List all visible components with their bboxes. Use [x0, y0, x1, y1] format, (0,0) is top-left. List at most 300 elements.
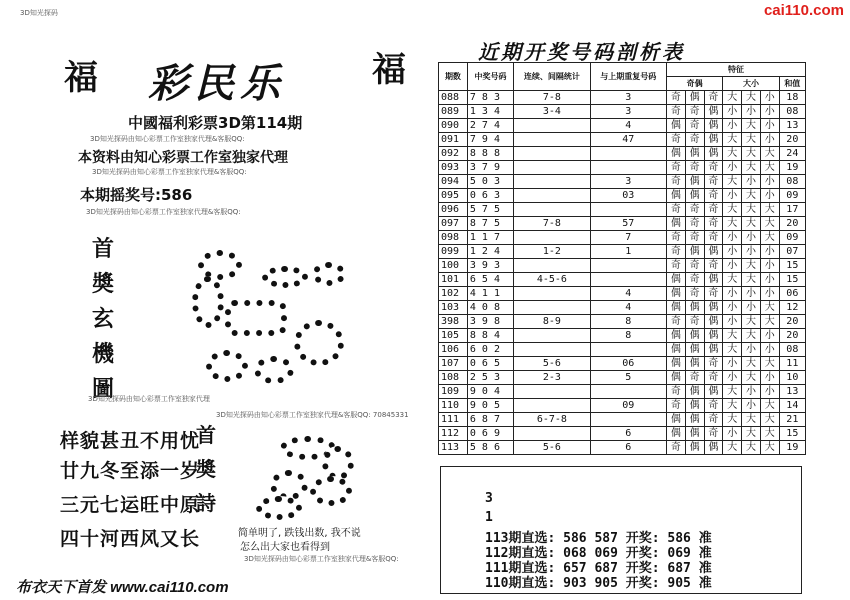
table-row	[439, 189, 806, 203]
table-row	[439, 399, 806, 413]
big-small-cell: 小	[742, 231, 761, 245]
publisher-footer: 布衣天下首发 www.cai110.com	[16, 579, 229, 596]
odd-even-cell: 偶	[685, 441, 704, 455]
big-small-cell: 小	[760, 175, 779, 189]
table-row	[439, 357, 806, 371]
sum-cell: 15	[779, 273, 805, 287]
consec-cell	[514, 175, 590, 189]
big-small-cell: 大	[723, 273, 742, 287]
pick-line: 111期直选: 657 687 开奖: 687 准	[485, 561, 712, 576]
puzzle-footer: 3D知光探码由知心彩票工作室独家代理	[88, 395, 210, 403]
table-row	[439, 315, 806, 329]
ink-blob	[192, 276, 224, 328]
number-cell: 6 5 4	[467, 273, 513, 287]
odd-even-cell: 偶	[666, 273, 685, 287]
fu-left: 福	[64, 58, 98, 98]
period-cell: 099	[439, 245, 468, 259]
big-small-cell: 大	[760, 147, 779, 161]
qq-number: 70845331	[372, 411, 409, 419]
note-line-1: 简单明了, 跌钱出数, 我不说	[238, 528, 361, 539]
odd-even-cell: 偶	[666, 427, 685, 441]
agent-line: 本资料由知心彩票工作室独家代理	[78, 150, 288, 166]
big-small-cell: 大	[742, 133, 761, 147]
repeat-cell: 7	[590, 231, 666, 245]
sum-cell: 14	[779, 399, 805, 413]
odd-even-cell: 奇	[685, 231, 704, 245]
big-small-cell: 小	[760, 119, 779, 133]
number-cell: 0 6 5	[467, 357, 513, 371]
number-cell: 9 0 4	[467, 385, 513, 399]
odd-even-cell: 偶	[685, 343, 704, 357]
sum-cell: 06	[779, 287, 805, 301]
consec-cell	[514, 231, 590, 245]
number-cell: 4 1 1	[467, 287, 513, 301]
consec-cell	[514, 427, 590, 441]
issue-subtitle: 中國福利彩票3D第114期	[128, 114, 303, 132]
sum-cell: 10	[779, 371, 805, 385]
big-small-cell: 大	[723, 441, 742, 455]
odd-even-cell: 奇	[704, 427, 723, 441]
repeat-cell	[590, 343, 666, 357]
big-small-cell: 小	[760, 343, 779, 357]
period-cell: 090	[439, 119, 468, 133]
number-cell: 1 2 4	[467, 245, 513, 259]
puzzle-label	[88, 232, 118, 407]
number-cell: 4 0 8	[467, 301, 513, 315]
consec-cell	[514, 343, 590, 357]
period-cell: 100	[439, 259, 468, 273]
consec-cell	[514, 385, 590, 399]
poem-side-char: 詩	[196, 491, 216, 515]
consec-cell	[514, 133, 590, 147]
number-cell: 7 9 4	[467, 133, 513, 147]
big-small-cell: 大	[742, 91, 761, 105]
big-small-cell: 大	[723, 175, 742, 189]
number-cell: 3 7 9	[467, 161, 513, 175]
poem-side-char: 首	[196, 423, 216, 447]
poem-line: 四十河西风又长	[60, 528, 201, 550]
table-row	[439, 441, 806, 455]
odd-even-cell: 偶	[685, 413, 704, 427]
big-small-cell: 小	[760, 371, 779, 385]
repeat-cell: 1	[590, 245, 666, 259]
odd-even-cell: 偶	[704, 343, 723, 357]
table-row	[439, 329, 806, 343]
repeat-cell	[590, 161, 666, 175]
big-small-cell: 大	[742, 119, 761, 133]
big-small-cell: 小	[723, 189, 742, 203]
odd-even-cell: 偶	[685, 245, 704, 259]
period-cell: 112	[439, 427, 468, 441]
repeat-cell: 6	[590, 441, 666, 455]
big-small-cell: 大	[760, 413, 779, 427]
col-features: 特征	[666, 63, 805, 77]
consec-cell	[514, 203, 590, 217]
big-small-cell: 小	[742, 385, 761, 399]
ink-blob	[225, 300, 287, 336]
big-small-cell: 大	[760, 217, 779, 231]
big-small-cell: 大	[723, 329, 742, 343]
qq-line-3: 3D知光探码由知心彩票工作室独家代理&客服QQ:	[86, 208, 241, 216]
consec-cell	[514, 399, 590, 413]
period-cell: 110	[439, 399, 468, 413]
table-row	[439, 245, 806, 259]
sum-cell: 17	[779, 203, 805, 217]
repeat-cell: 3	[590, 175, 666, 189]
big-small-cell: 大	[723, 91, 742, 105]
big-small-cell: 大	[742, 427, 761, 441]
repeat-cell: 4	[590, 287, 666, 301]
qq-line-2: 3D知光探码由知心彩票工作室独家代理&客服QQ:	[92, 168, 247, 176]
table-row	[439, 385, 806, 399]
repeat-cell: 47	[590, 133, 666, 147]
table-row	[439, 287, 806, 301]
odd-even-cell: 偶	[685, 329, 704, 343]
period-cell: 107	[439, 357, 468, 371]
odd-even-cell: 偶	[666, 301, 685, 315]
big-small-cell: 小	[742, 287, 761, 301]
odd-even-cell: 奇	[666, 231, 685, 245]
repeat-cell: 03	[590, 189, 666, 203]
big-small-cell: 小	[723, 119, 742, 133]
period-cell: 094	[439, 175, 468, 189]
odd-even-cell: 偶	[704, 105, 723, 119]
repeat-cell: 09	[590, 399, 666, 413]
poem-line: 三元七运旺中原	[60, 494, 201, 516]
big-small-cell: 小	[723, 427, 742, 441]
big-small-cell: 大	[742, 357, 761, 371]
odd-even-cell: 奇	[666, 441, 685, 455]
big-small-cell: 小	[723, 371, 742, 385]
repeat-cell: 06	[590, 357, 666, 371]
table-row	[439, 343, 806, 357]
period-cell: 091	[439, 133, 468, 147]
big-small-cell: 小	[760, 245, 779, 259]
table-row	[439, 133, 806, 147]
odd-even-cell: 偶	[704, 315, 723, 329]
col-odd-even: 奇偶	[666, 77, 722, 91]
consec-cell: 8-9	[514, 315, 590, 329]
big-small-cell: 小	[723, 315, 742, 329]
odd-even-cell: 偶	[666, 343, 685, 357]
analysis-body	[439, 91, 806, 455]
table-row	[439, 91, 806, 105]
number-cell: 6 8 7	[467, 413, 513, 427]
picks-partial	[485, 491, 493, 525]
puzzle-char: 圖	[91, 376, 114, 402]
big-small-cell: 小	[742, 399, 761, 413]
odd-even-cell: 奇	[666, 161, 685, 175]
table-row	[439, 217, 806, 231]
table-row	[439, 175, 806, 189]
odd-even-cell: 奇	[685, 217, 704, 231]
period-cell: 095	[439, 189, 468, 203]
odd-even-cell: 偶	[666, 189, 685, 203]
fu-right: 福	[372, 50, 406, 90]
consec-cell: 7-8	[514, 91, 590, 105]
odd-even-cell: 奇	[666, 203, 685, 217]
table-row	[439, 231, 806, 245]
odd-even-cell: 奇	[704, 413, 723, 427]
odd-even-cell: 偶	[704, 133, 723, 147]
number-cell: 2 5 3	[467, 371, 513, 385]
repeat-cell: 4	[590, 301, 666, 315]
big-small-cell: 小	[742, 245, 761, 259]
repeat-cell: 3	[590, 105, 666, 119]
odd-even-cell: 偶	[666, 413, 685, 427]
ink-blob	[310, 476, 352, 506]
number-cell: 5 0 3	[467, 175, 513, 189]
qq-line-1: 3D知光探码由知心彩票工作室独家代理&客服QQ:	[90, 135, 245, 143]
picks-box	[440, 466, 802, 594]
period-cell: 109	[439, 385, 468, 399]
col-sum: 和值	[779, 77, 805, 91]
repeat-cell: 8	[590, 315, 666, 329]
analysis-table	[438, 62, 806, 455]
repeat-cell: 6	[590, 427, 666, 441]
period-cell: 398	[439, 315, 468, 329]
ink-blob	[254, 356, 294, 384]
sum-cell: 19	[779, 161, 805, 175]
odd-even-cell: 偶	[685, 385, 704, 399]
sum-cell: 08	[779, 105, 805, 119]
big-small-cell: 大	[760, 399, 779, 413]
odd-even-cell: 奇	[704, 91, 723, 105]
big-small-cell: 小	[760, 287, 779, 301]
puzzle-char: 奬	[91, 271, 114, 297]
ink-blob	[262, 266, 308, 288]
number-cell: 0 6 3	[467, 189, 513, 203]
consec-cell	[514, 161, 590, 175]
odd-even-cell: 奇	[704, 203, 723, 217]
qq-text: 3D知光探码由知心彩票工作室独家代理&客服QQ:	[216, 411, 371, 419]
consec-cell: 7-8	[514, 217, 590, 231]
big-small-cell: 小	[760, 105, 779, 119]
big-small-cell: 小	[723, 357, 742, 371]
big-small-cell: 小	[723, 259, 742, 273]
odd-even-cell: 偶	[704, 301, 723, 315]
odd-even-cell: 偶	[704, 273, 723, 287]
sum-cell: 09	[779, 189, 805, 203]
number-cell: 1 3 4	[467, 105, 513, 119]
odd-even-cell: 奇	[704, 287, 723, 301]
consec-cell	[514, 259, 590, 273]
odd-even-cell: 奇	[666, 91, 685, 105]
table-row	[439, 371, 806, 385]
col-period: 期数	[439, 63, 468, 91]
col-repeat: 与上期重复号码	[590, 63, 666, 91]
big-small-cell: 大	[723, 413, 742, 427]
poem-side-char: 奬	[196, 457, 216, 481]
odd-even-cell: 奇	[685, 203, 704, 217]
consec-cell	[514, 189, 590, 203]
table-row	[439, 105, 806, 119]
big-small-cell: 大	[760, 231, 779, 245]
period-cell: 098	[439, 231, 468, 245]
odd-even-cell: 奇	[666, 175, 685, 189]
period-cell: 102	[439, 287, 468, 301]
odd-even-cell: 奇	[704, 259, 723, 273]
odd-even-cell: 偶	[666, 147, 685, 161]
big-small-cell: 小	[742, 175, 761, 189]
odd-even-cell: 奇	[666, 315, 685, 329]
big-small-cell: 小	[760, 133, 779, 147]
odd-even-cell: 奇	[685, 133, 704, 147]
odd-even-cell: 奇	[685, 105, 704, 119]
sum-cell: 18	[779, 91, 805, 105]
sum-cell: 13	[779, 385, 805, 399]
period-cell: 089	[439, 105, 468, 119]
period-cell: 103	[439, 301, 468, 315]
odd-even-cell: 偶	[685, 147, 704, 161]
sum-cell: 11	[779, 357, 805, 371]
number-cell: 1 1 7	[467, 231, 513, 245]
big-small-cell: 小	[742, 105, 761, 119]
odd-even-cell: 奇	[704, 399, 723, 413]
odd-even-cell: 奇	[685, 315, 704, 329]
odd-even-cell: 奇	[666, 385, 685, 399]
repeat-cell	[590, 147, 666, 161]
sum-cell: 24	[779, 147, 805, 161]
big-small-cell: 大	[742, 189, 761, 203]
big-small-cell: 小	[760, 329, 779, 343]
odd-even-cell: 偶	[685, 357, 704, 371]
sum-cell: 21	[779, 413, 805, 427]
period-cell: 092	[439, 147, 468, 161]
big-small-cell: 大	[742, 161, 761, 175]
odd-even-cell: 奇	[666, 133, 685, 147]
ink-blob	[206, 350, 248, 382]
odd-even-cell: 奇	[666, 259, 685, 273]
odd-even-cell: 偶	[666, 287, 685, 301]
number-cell: 8 8 8	[467, 147, 513, 161]
repeat-cell	[590, 273, 666, 287]
sum-cell: 20	[779, 315, 805, 329]
repeat-cell	[590, 413, 666, 427]
table-row	[439, 161, 806, 175]
number-cell: 9 0 5	[467, 399, 513, 413]
consec-cell	[514, 287, 590, 301]
odd-even-cell: 奇	[685, 273, 704, 287]
period-cell: 106	[439, 343, 468, 357]
sum-cell: 08	[779, 175, 805, 189]
big-small-cell: 小	[723, 105, 742, 119]
analysis-title: 近期开奖号码剖析表	[478, 40, 685, 64]
big-small-cell: 大	[742, 441, 761, 455]
odd-even-cell: 偶	[704, 245, 723, 259]
odd-even-cell: 偶	[666, 357, 685, 371]
big-small-cell: 小	[760, 273, 779, 287]
odd-even-cell: 奇	[704, 189, 723, 203]
repeat-cell	[590, 259, 666, 273]
number-cell: 7 8 3	[467, 91, 513, 105]
puzzle-char: 首	[91, 236, 114, 262]
number-cell: 8 8 4	[467, 329, 513, 343]
consec-cell: 6-7-8	[514, 413, 590, 427]
puzzle-char: 玄	[91, 306, 114, 332]
number-cell: 0 6 9	[467, 427, 513, 441]
odd-even-cell: 奇	[685, 259, 704, 273]
consec-cell: 5-6	[514, 357, 590, 371]
sum-cell: 20	[779, 329, 805, 343]
repeat-cell: 5	[590, 371, 666, 385]
odd-even-cell: 奇	[704, 371, 723, 385]
sum-cell: 13	[779, 119, 805, 133]
ink-blob	[294, 320, 344, 366]
odd-even-cell: 偶	[685, 301, 704, 315]
big-small-cell: 小	[723, 287, 742, 301]
big-small-cell: 大	[723, 147, 742, 161]
consec-cell: 5-6	[514, 441, 590, 455]
table-row	[439, 273, 806, 287]
odd-even-cell: 奇	[704, 217, 723, 231]
consec-cell	[514, 147, 590, 161]
number-cell: 5 7 5	[467, 203, 513, 217]
big-small-cell: 大	[760, 301, 779, 315]
number-cell: 5 8 6	[467, 441, 513, 455]
big-small-cell: 大	[723, 385, 742, 399]
draw-number: 本期摇奖号:586	[80, 186, 193, 204]
big-small-cell: 小	[742, 343, 761, 357]
consec-cell: 4-5-6	[514, 273, 590, 287]
odd-even-cell: 偶	[704, 119, 723, 133]
consec-cell	[514, 119, 590, 133]
period-cell: 101	[439, 273, 468, 287]
consec-cell: 1-2	[514, 245, 590, 259]
big-small-cell: 大	[742, 217, 761, 231]
big-small-cell: 小	[742, 301, 761, 315]
odd-even-cell: 奇	[704, 175, 723, 189]
big-small-cell: 大	[742, 259, 761, 273]
big-small-cell: 小	[760, 91, 779, 105]
col-number: 中奖号码	[467, 63, 513, 91]
number-cell: 6 0 2	[467, 343, 513, 357]
table-row	[439, 427, 806, 441]
big-small-cell: 大	[723, 217, 742, 231]
partial-line: 1	[485, 510, 493, 525]
big-small-cell: 大	[742, 203, 761, 217]
big-small-cell: 大	[760, 161, 779, 175]
sum-cell: 20	[779, 217, 805, 231]
odd-even-cell: 奇	[704, 231, 723, 245]
partial-line: 3	[485, 491, 493, 506]
repeat-cell: 4	[590, 119, 666, 133]
table-row	[439, 301, 806, 315]
odd-even-cell: 偶	[666, 217, 685, 231]
repeat-cell: 8	[590, 329, 666, 343]
poem-line: 样貌甚丑不用忧	[60, 430, 201, 452]
big-small-cell: 小	[723, 231, 742, 245]
big-small-cell: 大	[742, 273, 761, 287]
repeat-cell: 57	[590, 217, 666, 231]
poem-side-title	[196, 418, 220, 520]
odd-even-cell: 偶	[704, 385, 723, 399]
big-small-cell: 小	[760, 189, 779, 203]
period-cell: 096	[439, 203, 468, 217]
big-small-cell: 大	[742, 413, 761, 427]
note-line-2: 怎么出大家也看得到	[240, 542, 330, 553]
odd-even-cell: 奇	[666, 399, 685, 413]
pick-line: 112期直选: 068 069 开奖: 069 准	[485, 546, 712, 561]
sum-cell: 08	[779, 343, 805, 357]
odd-even-cell: 偶	[666, 119, 685, 133]
big-small-cell: 大	[760, 357, 779, 371]
table-row	[439, 147, 806, 161]
table-row	[439, 119, 806, 133]
sum-cell: 09	[779, 231, 805, 245]
sum-cell: 15	[779, 427, 805, 441]
odd-even-cell: 奇	[666, 105, 685, 119]
